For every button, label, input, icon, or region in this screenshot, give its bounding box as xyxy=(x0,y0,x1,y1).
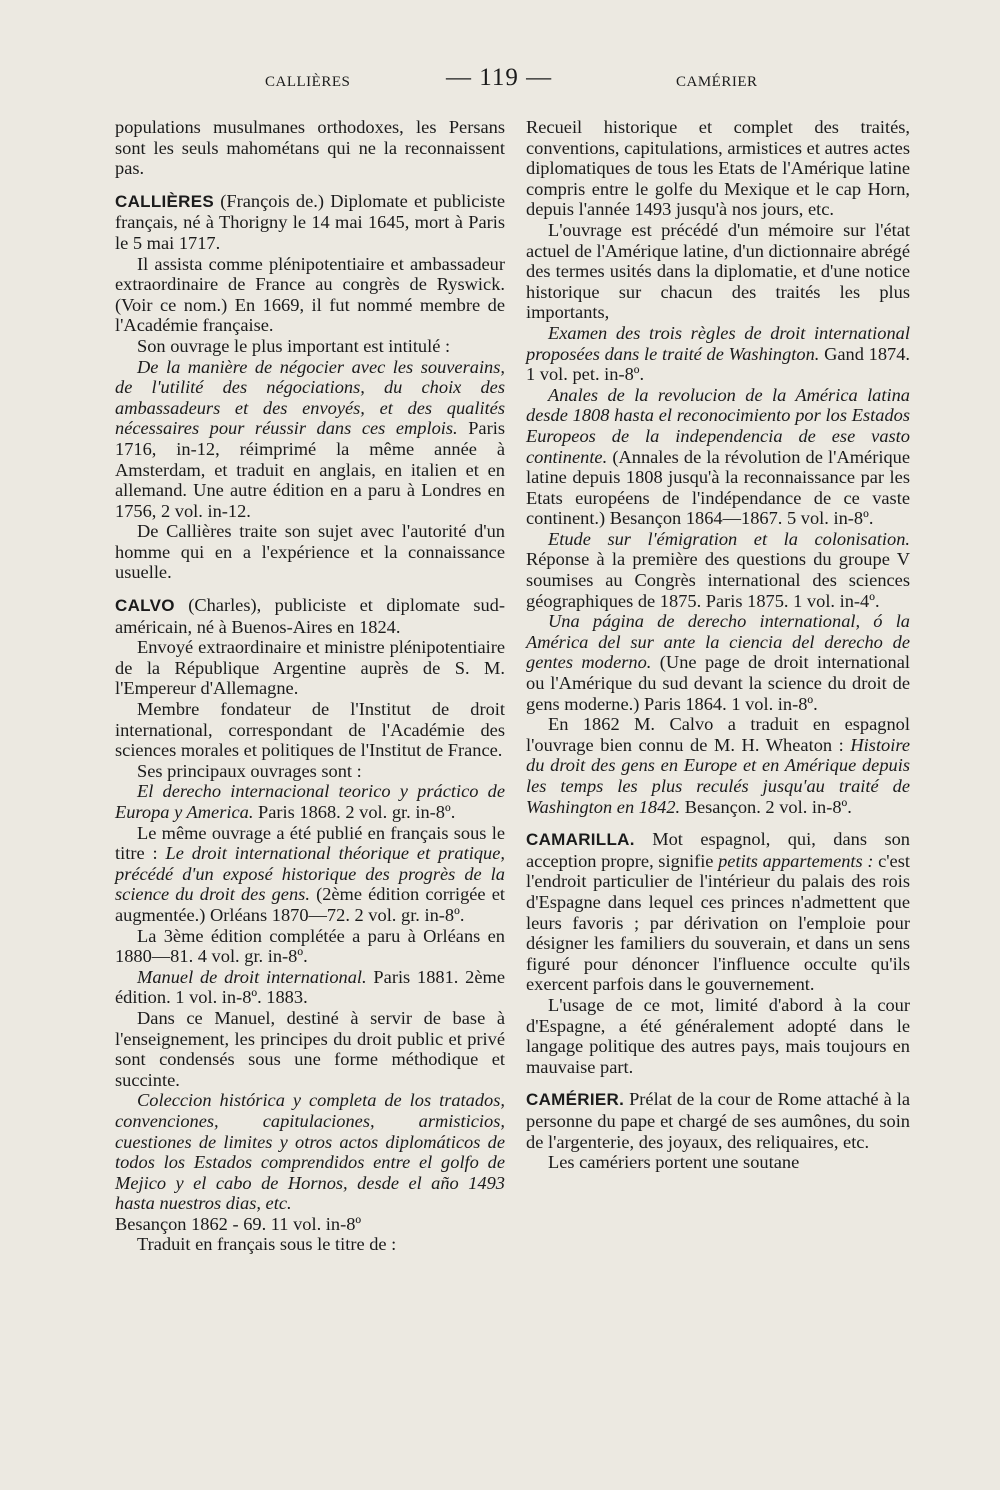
headword-calvo: CALVO xyxy=(115,596,175,616)
book-details: Paris 1868. 2 vol. gr. in-8º. xyxy=(253,802,456,822)
entry-intro: (François de.) Diplomate et publiciste français, né à Thorigny le 14 mai 1645, mort à Paris le 5 mai 1717. xyxy=(115,190,505,253)
paragraph xyxy=(115,823,505,926)
header-right-keyword: CAMÉRIER xyxy=(676,74,758,90)
entry-intro-cont: c'est l'endroit particulier de l'intérieur du palais des rois d'Espagne dans lequel ces princes n'admettent que leurs favoris ; par dérivation on l'emploie pour désigner les familiers du souverain, et dans un sens figuré pour dénoncer l'influence occulte qu'ils exercent parfois dans le gouvernement. xyxy=(526,850,910,995)
book-details: Paris 1881. 2ème édition. 1 vol. in-8º. 1883. xyxy=(115,966,505,1008)
book-title: Examen des trois règles de droit international proposées dans le traité de Washington. xyxy=(526,322,910,364)
paragraph: Il assista comme plénipotentiaire et ambassadeur extraordinaire de France au congrès de Ryswick. (Voir ce nom.) En 1669, il fut nommé membre de l'Académie française. xyxy=(115,253,505,336)
headword-camarilla: CAMARILLA. xyxy=(526,830,635,850)
paragraph xyxy=(526,323,910,385)
headword-camerier: CAMÉRIER. xyxy=(526,1090,625,1110)
paragraph xyxy=(115,781,505,822)
paragraph xyxy=(115,967,505,1008)
paragraph xyxy=(526,611,910,714)
paragraph xyxy=(115,357,505,522)
paragraph: De Callières traite son sujet avec l'autorité d'un homme qui en a l'expérience et la connaissance usuelle. xyxy=(115,521,505,583)
book-title: De la manière de négocier avec les souverains, de l'utilité des négociations, du choix des ambassadeurs et des envoyés, et des qualités nécessaires pour réussir dans ces emplois. xyxy=(115,356,505,439)
paragraph: L'ouvrage est précédé d'un mémoire sur l'état actuel de l'Amérique latine, d'un dictionnaire abrégé des termes usités dans la diplomatie, et d'une notice historique sur chacun des traités les plus importants, xyxy=(526,219,910,323)
book-details: Besançon 1862 - 69. 11 vol. in-8º xyxy=(115,1213,362,1234)
paragraph: Ses principaux ouvrages sont : xyxy=(137,760,362,781)
paragraph: L'usage de ce mot, limité d'abord à la cour d'Espagne, a été généralement adopté dans le langage politique des autres pays, mais toujours en mauvaise part. xyxy=(526,994,910,1077)
header-left-keyword: CALLIÈRES xyxy=(265,74,351,90)
book-details: Besançon. 2 vol. in-8º. xyxy=(680,796,852,817)
entry-callieres xyxy=(115,191,505,254)
paragraph: La 3ème édition complétée a paru à Orléans en 1880—81. 4 vol. gr. in-8º. xyxy=(115,925,505,967)
entry-intro: Mot espagnol, qui, dans son acception propre, signifie xyxy=(526,829,910,871)
book-title: Le droit international théorique et pratique, précédé d'un exposé historique des progrès de la science du droit des gens. xyxy=(115,843,505,905)
book-details: (Une page de droit international ou l'Amérique du sud devant la science du droit de gens moderne.) Paris 1864. 1 vol. in-8º. xyxy=(526,652,910,714)
paragraph xyxy=(115,1090,505,1214)
left-column xyxy=(115,117,505,1255)
entry-calvo xyxy=(115,595,505,637)
paragraph: Son ouvrage le plus important est intitulé : xyxy=(137,335,451,356)
book-details: (Annales de la révolution de l'Amérique latine depuis 1808 jusqu'à la reconnaissance par les Etats européens de l'indépendance de ce vaste continent.) Besançon 1864—1867. 5 vol. in-8º. xyxy=(526,446,910,529)
book-title: Una página de derecho international, ó la América del sur ante la ciencia del derecho de gentes moderno. xyxy=(526,611,910,673)
paragraph: Traduit en français sous le titre de : xyxy=(137,1234,397,1255)
entry-intro: (Charles), publiciste et diplomate sud-américain, né à Buenos-Aires en 1824. xyxy=(115,595,505,637)
paragraph: populations musulmanes orthodoxes, les Persans sont les seuls mahométans qui ne la reconnaissent pas. xyxy=(115,117,505,179)
entry-camarilla xyxy=(526,829,910,995)
paragraph: Envoyé extraordinaire et ministre plénipotentiaire de la République Argentine auprès de S. M. l'Empereur d'Allemagne. xyxy=(115,637,505,699)
paragraph xyxy=(526,529,910,611)
paragraph: Membre fondateur de l'Institut de droit international, correspondant de l'Académie des sciences morales et politiques de l'Institut de France. xyxy=(115,699,505,761)
book-title: Manuel de droit international. xyxy=(137,966,367,987)
paragraph xyxy=(526,714,910,817)
paragraph-lead: En 1862 M. Calvo a traduit en espagnol l'ouvrage bien connu de M. H. Wheaton : xyxy=(526,714,910,755)
entry-intro: Prélat de la cour de Rome attaché à la personne du pape et chargé de ses aumônes, du soin de l'argenterie, des joyaux, des reliquaires, etc. xyxy=(526,1089,910,1152)
book-title: Histoire du droit des gens en Europe et en Amérique depuis les temps les plus reculés jusqu'au traité de Washington en 1842. xyxy=(526,734,910,817)
headword-callieres: CALLIÈRES xyxy=(115,191,215,211)
book-details: (2ème édition corrigée et augmentée.) Orléans 1870—72. 2 vol. gr. in-8º. xyxy=(115,884,505,925)
right-column xyxy=(526,117,910,1173)
entry-camerier xyxy=(526,1089,910,1152)
paragraph-lead: Le même ouvrage a été publié en français sous le titre : xyxy=(115,822,505,864)
book-title: Coleccion histórica y completa de los tratados, convenciones, capitulaciones, armisticios, cuestiones de limites y otros actos diplomáticos de todos los Estados comprendidos entre el golfo de Mejico y el cabo de Hornos, desde el año 1493 hasta nuestros dias, etc. xyxy=(115,1090,505,1214)
book-details: Gand 1874. 1 vol. pet. in-8º. xyxy=(526,343,911,385)
page-number: — 119 — xyxy=(446,64,553,91)
paragraph: Dans ce Manuel, destiné à servir de base à l'enseignement, les principes du droit public et privé sont condensés sous une forme méthodique et succinte. xyxy=(115,1007,505,1090)
running-header xyxy=(0,64,1000,94)
paragraph: Les camériers portent une soutane xyxy=(548,1152,800,1173)
book-title: Etude sur l'émigration et la colonisation. xyxy=(548,528,910,549)
paragraph: Recueil historique et complet des traités, conventions, capitulations, armistices et autres actes diplomatiques de tous les Etats de l'Amérique latine compris entre le golfe du Mexique et le cap Horn, depuis l'année 1493 jusqu'à nos jours, etc. xyxy=(526,117,910,220)
paragraph xyxy=(526,385,910,529)
book-details: Paris 1716, in-12, réimprimé la même année à Amsterdam, et traduit en anglais, en italien et en allemand. Une autre édition en a paru à Londres en 1756, 2 vol. in-12. xyxy=(115,418,505,521)
book-title: El derecho internacional teorico y práctico de Europa y America. xyxy=(115,781,505,822)
book-details: Réponse à la première des questions du groupe V soumises au Congrès international des sciences géographiques de 1875. Paris 1875. 1 vol. in-4º. xyxy=(526,549,910,611)
book-title: Anales de la revolucion de la América latina desde 1808 hasta el reconocimiento por los Estados Europeos de la independencia de ese vasto continente. xyxy=(526,384,910,467)
emphasized-term: petits appartements : xyxy=(718,850,874,871)
